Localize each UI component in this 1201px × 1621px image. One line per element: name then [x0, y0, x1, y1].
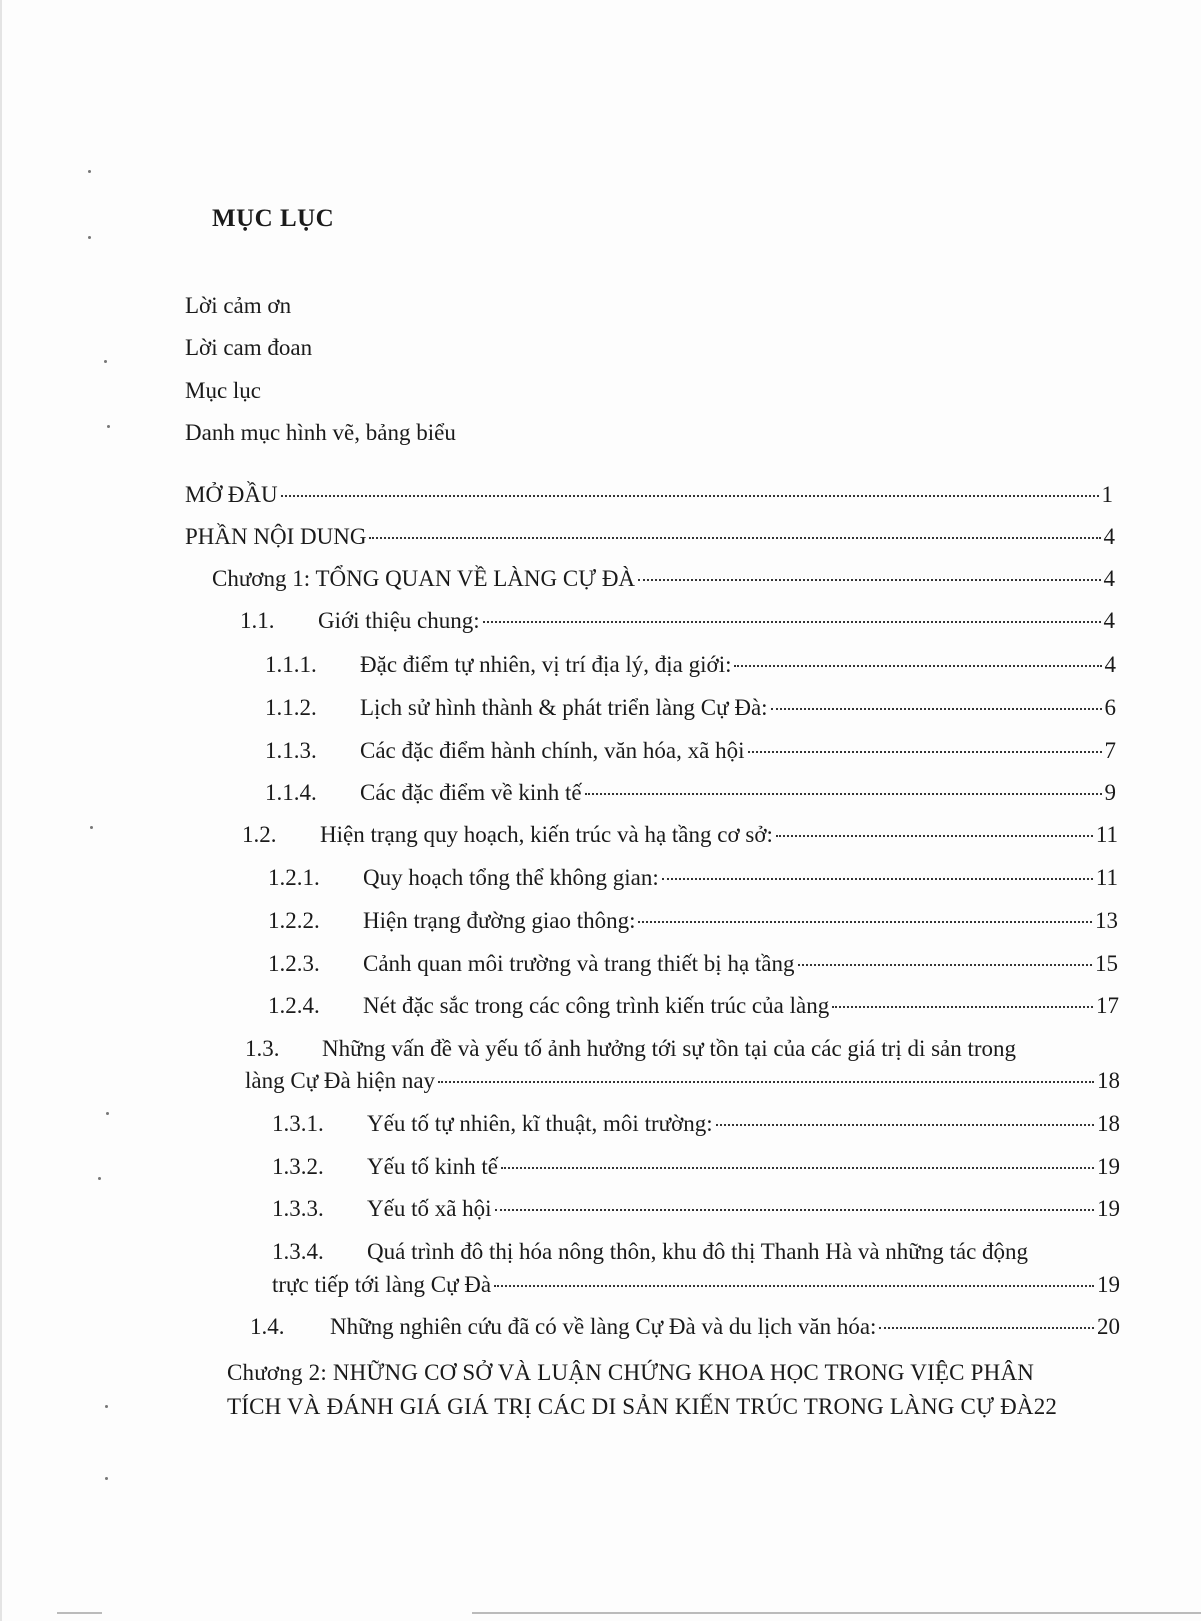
toc-entry: [212, 566, 1115, 592]
scan-edge-line: [472, 1612, 1201, 1614]
scan-speck: [106, 1112, 109, 1115]
dot-leader: [776, 834, 1093, 837]
toc-entry-number: 1.1.3.: [265, 738, 317, 763]
toc-entry: [268, 908, 1118, 934]
toc-entry-page: 13: [1095, 908, 1118, 933]
toc-entry-number: 1.3.1.: [272, 1111, 324, 1136]
toc-entry-number: 1.1.4.: [265, 780, 317, 805]
toc-entry-page: 4: [1103, 608, 1115, 633]
toc-entry: [268, 993, 1119, 1019]
toc-entry-page: 18: [1097, 1111, 1120, 1136]
toc-entry-number: 1.2.4.: [268, 993, 320, 1018]
toc-entry: [272, 1272, 1120, 1298]
toc-entry-first-line: [245, 1036, 1016, 1062]
toc-entry-number: 1.2.3.: [268, 951, 320, 976]
toc-entry-number: 1.2.1.: [268, 865, 320, 890]
dot-leader: [501, 1166, 1094, 1169]
prelim-item: Lời cảm ơn: [185, 293, 292, 318]
scan-speck: [98, 1177, 101, 1180]
toc-entry-number: 1.1.: [240, 608, 275, 633]
toc-entry-page: 19: [1097, 1196, 1120, 1221]
toc-entry-number: 1.4.: [250, 1314, 285, 1339]
toc-entry-text: Nét đặc sắc trong các công trình kiến trúc của làng: [363, 993, 830, 1018]
dot-leader: [748, 750, 1102, 753]
dot-leader: [638, 578, 1100, 581]
toc-entry-page: 9: [1104, 780, 1116, 805]
toc-entry: [185, 482, 1113, 508]
toc-entry-page: 1: [1101, 482, 1113, 507]
toc-entry-page: 4: [1103, 524, 1115, 549]
toc-entry: [242, 822, 1118, 848]
toc-entry-page: 4: [1104, 652, 1116, 677]
toc-entry: [272, 1154, 1120, 1180]
dot-leader: [494, 1284, 1094, 1287]
toc-entry: [268, 865, 1118, 891]
dot-leader: [734, 664, 1101, 667]
toc-entry-text: Đặc điểm tự nhiên, vị trí địa lý, địa giới:: [360, 652, 732, 677]
toc-entry: [185, 524, 1115, 550]
dot-leader: [716, 1123, 1094, 1126]
toc-entry: [265, 695, 1116, 721]
dot-leader: [771, 707, 1102, 710]
toc-entry-text-continued: làng Cự Đà hiện nay: [245, 1068, 436, 1093]
toc-entry-text: Chương 1: TỔNG QUAN VỀ LÀNG CỰ ĐÀ: [212, 566, 636, 591]
toc-entry: [265, 780, 1116, 806]
dot-leader: [585, 792, 1102, 795]
toc-entry: [245, 1068, 1120, 1094]
toc-entry-text: Các đặc điểm hành chính, văn hóa, xã hội: [360, 738, 745, 763]
toc-entry-number: 1.2.2.: [268, 908, 320, 933]
dot-leader: [832, 1005, 1093, 1008]
toc-entry: [272, 1111, 1120, 1137]
scan-speck: [88, 236, 91, 239]
scan-speck: [90, 826, 93, 829]
toc-entry-page: 15: [1095, 951, 1118, 976]
toc-entry-text: Những nghiên cứu đã có về làng Cự Đà và du lịch văn hóa:: [330, 1314, 877, 1339]
scan-speck: [105, 1477, 108, 1480]
toc-entry-page: 6: [1104, 695, 1116, 720]
scan-speck: [107, 425, 110, 428]
toc-entry-page: 7: [1104, 738, 1116, 763]
dot-leader: [495, 1208, 1094, 1211]
toc-entry-text: Yếu tố kinh tế: [367, 1154, 498, 1179]
toc-entry-text: Yếu tố xã hội: [367, 1196, 492, 1221]
dot-leader: [879, 1326, 1094, 1329]
toc-entry-text: Hiện trạng đường giao thông:: [363, 908, 636, 933]
toc-entry-number: 1.1.2.: [265, 695, 317, 720]
toc-entry-text: Giới thiệu chung:: [318, 608, 480, 633]
toc-entry-page: 11: [1095, 822, 1118, 847]
toc-entry: [240, 608, 1115, 634]
toc-entry-number: 1.1.1.: [265, 652, 317, 677]
scan-edge-line: [57, 1612, 102, 1614]
toc-entry-page: 18: [1097, 1068, 1120, 1093]
dot-leader: [369, 536, 1100, 539]
toc-entry-text-continued: trực tiếp tới làng Cự Đà: [272, 1272, 492, 1297]
toc-entry-text: Yếu tố tự nhiên, kĩ thuật, môi trường:: [367, 1111, 713, 1136]
dot-leader: [281, 494, 1099, 497]
chapter2-line1: Chương 2: NHỮNG CƠ SỞ VÀ LUẬN CHỨNG KHOA HỌC TRONG VIỆC PHÂN: [227, 1360, 1035, 1385]
toc-entry: [250, 1314, 1120, 1340]
toc-entry-text: Các đặc điểm về kinh tế: [360, 780, 582, 805]
toc-entry-first-line: [272, 1239, 1028, 1265]
toc-entry-page: 19: [1097, 1154, 1120, 1179]
toc-entry-text: Lịch sử hình thành & phát triển làng Cự Đà:: [360, 695, 768, 720]
toc-heading: MỤC LỤC: [212, 205, 335, 232]
toc-entry-page: 20: [1097, 1314, 1120, 1339]
dot-leader: [662, 877, 1093, 880]
scan-speck: [88, 170, 91, 173]
dot-leader: [638, 920, 1092, 923]
toc-entry-text: Quá trình đô thị hóa nông thôn, khu đô thị Thanh Hà và những tác động: [367, 1239, 1029, 1264]
toc-entry: [265, 652, 1116, 678]
toc-entry-number: 1.3.: [245, 1036, 280, 1061]
dot-leader: [798, 963, 1092, 966]
toc-entry-text: Hiện trạng quy hoạch, kiến trúc và hạ tầng cơ sở:: [320, 822, 773, 847]
chapter2-line2: TÍCH VÀ ĐÁNH GIÁ GIÁ TRỊ CÁC DI SẢN KIẾN TRÚC TRONG LÀNG CỰ ĐÀ22: [227, 1394, 1058, 1419]
prelim-item: Lời cam đoan: [185, 335, 313, 360]
toc-entry-text: Cảnh quan môi trường và trang thiết bị hạ tầng: [363, 951, 795, 976]
toc-entry-text: MỞ ĐẦU: [185, 482, 278, 507]
toc-entry-number: 1.2.: [242, 822, 277, 847]
toc-entry-page: 11: [1095, 865, 1118, 890]
toc-entry: [268, 951, 1118, 977]
dot-leader: [483, 620, 1101, 623]
toc-entry-text: PHẦN NỘI DUNG: [185, 524, 367, 549]
toc-entry-text: Quy hoạch tổng thể không gian:: [363, 865, 659, 890]
toc-entry-text: Những vấn đề và yếu tố ảnh hưởng tới sự tồn tại của các giá trị di sản trong: [322, 1036, 1017, 1061]
scan-speck: [104, 360, 107, 363]
dot-leader: [438, 1080, 1094, 1083]
toc-entry-number: 1.3.3.: [272, 1196, 324, 1221]
toc-entry-page: 17: [1096, 993, 1119, 1018]
toc-entry: [272, 1196, 1120, 1222]
toc-entry-number: 1.3.4.: [272, 1239, 324, 1264]
toc-entry: [265, 738, 1116, 764]
prelim-item: Mục lục: [185, 378, 262, 403]
toc-entry-number: 1.3.2.: [272, 1154, 324, 1179]
prelim-item: Danh mục hình vẽ, bảng biểu: [185, 420, 456, 445]
toc-entry-page: 19: [1097, 1272, 1120, 1297]
scan-speck: [105, 1405, 108, 1408]
toc-entry-page: 4: [1103, 566, 1115, 591]
